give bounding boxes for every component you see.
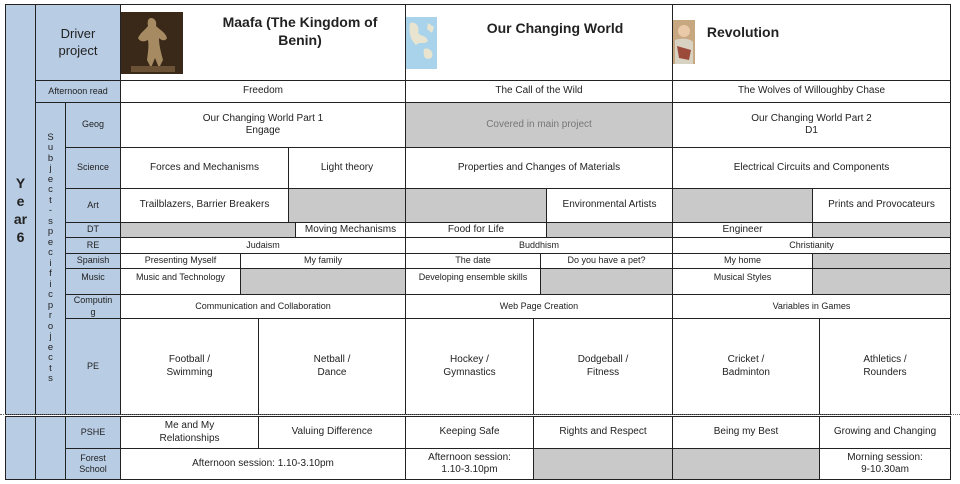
dt-blank-1 (120, 222, 296, 238)
geog-label: Geog (65, 102, 121, 148)
spanish-presenting-myself: Presenting Myself (120, 253, 241, 269)
vertical-letter: t (49, 194, 52, 206)
vertical-letter: c (48, 352, 53, 363)
painting-thumbnail-icon (673, 20, 695, 64)
vertical-letter: e (47, 173, 54, 185)
art-trailblazers: Trailblazers, Barrier Breakers (120, 188, 289, 223)
pshe-label: PSHE (65, 416, 121, 449)
vertical-letter: i (49, 278, 52, 290)
dt-food-for-life: Food for Life (405, 222, 547, 238)
vertical-letter: p (47, 226, 54, 237)
subject-specific-projects-label (35, 102, 66, 415)
computing-web-page: Web Page Creation (405, 294, 673, 319)
topic-title-changing-world: Our Changing World (486, 20, 624, 36)
vertical-letter: j (49, 163, 52, 174)
spanish-label: Spanish (65, 253, 121, 269)
topic-title-benin: Maafa (The Kingdom of Benin) (222, 14, 378, 49)
science-light: Light theory (288, 147, 406, 189)
art-label: Art (65, 188, 121, 223)
computing-variables: Variables in Games (672, 294, 951, 319)
vertical-letter: s (48, 215, 53, 227)
dt-moving-mechanisms: Moving Mechanisms (295, 222, 406, 238)
science-circuits: Electrical Circuits and Components (672, 147, 951, 189)
geog-changing-world: Covered in main project (405, 102, 673, 148)
year-label-continuation (5, 416, 36, 480)
pshe-keeping-safe: Keeping Safe (405, 416, 534, 449)
vertical-letter: p (47, 299, 54, 311)
vertical-letter: t (49, 362, 52, 374)
pe-football: Football / Swimming (120, 318, 259, 415)
year-letter: 6 (16, 228, 25, 245)
year-letter: Y (15, 174, 26, 191)
afternoon-read-benin: Freedom (120, 80, 406, 103)
music-blank-2 (540, 268, 673, 295)
forest-school-benin: Afternoon session: 1.10-3.10pm (120, 448, 406, 480)
forest-school-revolution: Morning session: 9-10.30am (819, 448, 951, 480)
science-forces: Forces and Mechanisms (120, 147, 289, 189)
re-christianity: Christianity (672, 237, 951, 254)
art-blank-1 (288, 188, 406, 223)
year-letter: ar (13, 210, 28, 227)
art-prints: Prints and Provocateurs (812, 188, 951, 223)
spanish-blank (812, 253, 951, 269)
forest-school-changing-world: Afternoon session: 1.10-3.10pm (405, 448, 534, 480)
vertical-letter: b (47, 152, 54, 164)
driver-project-text: Driver project (58, 26, 98, 58)
geog-revolution: Our Changing World Part 2 D1 (672, 102, 951, 148)
vertical-letter: - (48, 205, 53, 216)
driver-project-label (35, 4, 121, 81)
vertical-letter: s (48, 373, 53, 384)
art-environmental: Environmental Artists (546, 188, 673, 223)
vertical-letter: e (47, 236, 54, 248)
music-blank-1 (240, 268, 406, 295)
spanish-pet: Do you have a pet? (540, 253, 673, 269)
afternoon-read-changing-world: The Call of the Wild (405, 80, 673, 103)
afternoon-read-revolution: The Wolves of Willoughby Chase (672, 80, 951, 103)
pe-cricket: Cricket / Badminton (672, 318, 820, 415)
pe-athletics: Athletics / Rounders (819, 318, 951, 415)
music-technology: Music and Technology (120, 268, 241, 295)
vertical-letter: c (48, 184, 53, 195)
map-thumbnail-icon (406, 17, 437, 69)
re-buddhism: Buddhism (405, 237, 673, 254)
computing-communication: Communication and Collaboration (120, 294, 406, 319)
spanish-my-home: My home (672, 253, 813, 269)
topic-header-changing-world (405, 4, 673, 81)
pe-dodgeball: Dodgeball / Fitness (533, 318, 673, 415)
music-blank-3 (812, 268, 951, 295)
music-styles: Musical Styles (672, 268, 813, 295)
computing-label: Computin g (65, 294, 121, 319)
afternoon-read-label: Afternoon read (35, 80, 121, 103)
year-letter: e (16, 192, 25, 209)
vertical-letter: c (48, 247, 53, 258)
spanish-the-date: The date (405, 253, 541, 269)
pshe-rights-respect: Rights and Respect (533, 416, 673, 449)
music-label: Music (65, 268, 121, 295)
science-materials: Properties and Changes of Materials (405, 147, 673, 189)
vertical-letter: i (49, 257, 52, 269)
statue-photo-icon (121, 12, 183, 74)
year-label (5, 4, 36, 415)
vertical-letter: u (47, 142, 54, 153)
vertical-letter: o (47, 320, 54, 332)
pshe-growing-changing: Growing and Changing (819, 416, 951, 449)
dt-engineer: Engineer (672, 222, 813, 238)
topic-header-revolution (672, 4, 951, 81)
forest-school-label: Forest School (65, 448, 121, 480)
spanish-my-family: My family (240, 253, 406, 269)
pshe-relationships: Me and My Relationships (120, 416, 259, 449)
geog-benin: Our Changing World Part 1 Engage (120, 102, 406, 148)
vertical-letter: e (47, 341, 54, 353)
dt-label: DT (65, 222, 121, 238)
art-blank-2 (405, 188, 547, 223)
forest-school-blank-2 (672, 448, 820, 480)
music-ensemble: Developing ensemble skills (405, 268, 541, 295)
art-blank-3 (672, 188, 813, 223)
topic-title-revolution: Revolution (706, 24, 780, 40)
science-label: Science (65, 147, 121, 189)
re-label: RE (65, 237, 121, 254)
dt-blank-2 (546, 222, 673, 238)
subject-label-continuation (35, 416, 66, 480)
forest-school-blank-1 (533, 448, 673, 480)
vertical-letter: c (48, 289, 53, 300)
pe-label: PE (65, 318, 121, 415)
pshe-being-my-best: Being my Best (672, 416, 820, 449)
pe-netball: Netball / Dance (258, 318, 406, 415)
vertical-letter: S (47, 131, 54, 143)
re-judaism: Judaism (120, 237, 406, 254)
vertical-letter: j (49, 331, 52, 342)
vertical-letter: f (49, 268, 52, 279)
pe-hockey: Hockey / Gymnastics (405, 318, 534, 415)
page-break-line (0, 414, 960, 415)
pshe-valuing-difference: Valuing Difference (258, 416, 406, 449)
dt-blank-3 (812, 222, 951, 238)
vertical-letter: r (48, 310, 53, 321)
